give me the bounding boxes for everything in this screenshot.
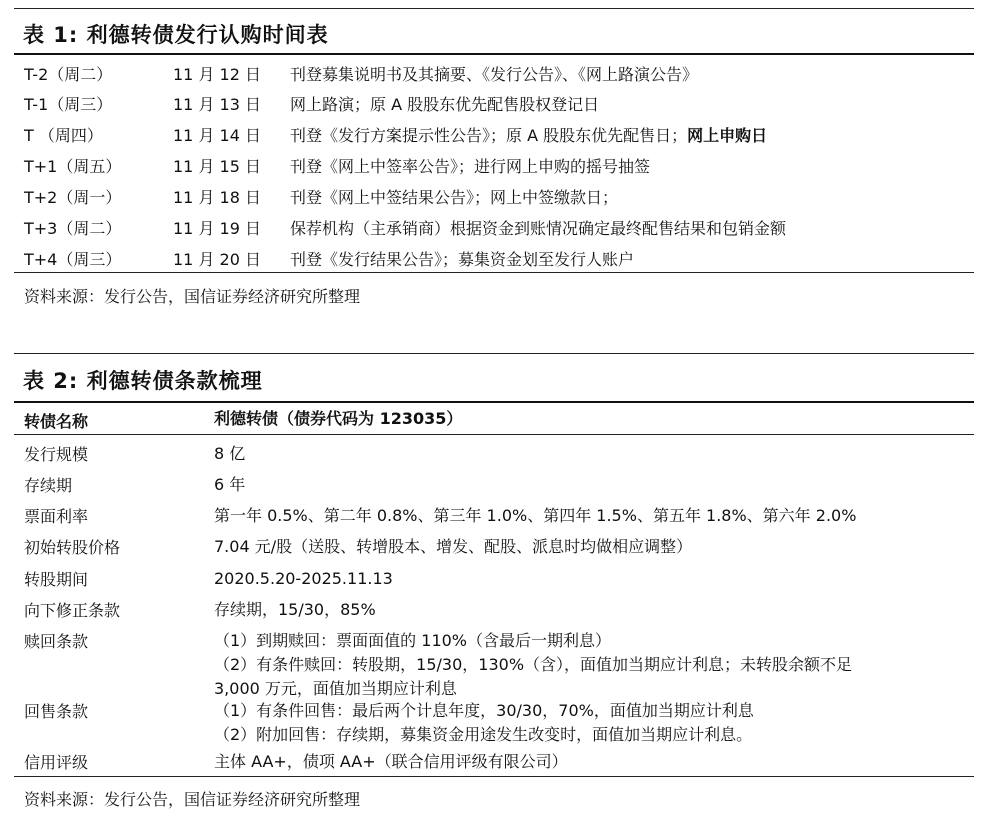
term-value: [214, 699, 754, 747]
table2-source: 资料来源：发行公告，国信证券经济研究所整理: [24, 790, 361, 809]
term-value-line: 7.04 元/股（送股、转增股本、增发、配股、派息时均做相应调整）: [214, 537, 693, 556]
table1-source: 资料来源：发行公告，国信证券经济研究所整理: [24, 287, 361, 306]
schedule-day: T （周四）: [24, 126, 103, 145]
table2-title: 表 2: 利德转债条款梳理: [23, 369, 263, 393]
schedule-day: T-1（周三）: [24, 95, 113, 114]
table2-title-rule: [14, 401, 974, 403]
term-value: [214, 535, 692, 559]
schedule-event: 刊登《网上中签结果公告》；网上中签缴款日；: [290, 188, 619, 207]
table1-top-rule: [14, 8, 974, 9]
schedule-event: 网上路演；原 A 股股东优先配售股权登记日: [290, 95, 600, 114]
table-row: [0, 210, 1008, 240]
term-value: [214, 750, 568, 774]
table2-header-row: [0, 404, 1008, 434]
term-value: [214, 473, 245, 497]
schedule-date: 11 月 19 日: [173, 219, 261, 238]
term-value-line: 8 亿: [214, 444, 246, 463]
table2-header-rule: [14, 434, 974, 435]
table-row: [0, 148, 1008, 178]
table1-header-rule: [14, 53, 974, 55]
schedule-event: 保荐机构（主承销商）根据资金到账情况确定最终配售结果和包销金额: [290, 219, 787, 238]
schedule-date: 11 月 18 日: [173, 188, 261, 207]
table2-bottom-rule: [14, 776, 974, 777]
table-row: [0, 117, 1008, 147]
table-row: [0, 56, 1008, 86]
term-value: [214, 442, 245, 466]
schedule-date: 11 月 14 日: [173, 126, 261, 145]
term-value-line: 主体 AA+，债项 AA+（联合信用评级有限公司）: [214, 752, 568, 771]
term-name: 票面利率: [24, 507, 89, 526]
schedule-date: 11 月 12 日: [173, 65, 261, 84]
schedule-date: 11 月 15 日: [173, 157, 261, 176]
schedule-event: 刊登《发行方案提示性公告》；原 A 股股东优先配售日；: [290, 126, 688, 145]
term-value-line: 3,000 万元，面值加当期应计利息: [214, 679, 457, 698]
table1-title: 表 1: 利德转债发行认购时间表: [23, 23, 329, 47]
term-name: 发行规模: [24, 445, 89, 464]
term-value: [214, 629, 852, 701]
term-name: 信用评级: [24, 753, 89, 772]
term-value-line: 第一年 0.5%、第二年 0.8%、第三年 1.0%、第四年 1.5%、第五年 1.8%、第六年 2.0%: [214, 506, 857, 525]
schedule-date: 11 月 20 日: [173, 250, 261, 269]
term-value-line: （2）附加回售：存续期，募集资金用途发生改变时，面值加当期应计利息。: [214, 725, 753, 744]
term-value: [214, 504, 856, 528]
schedule-event-line: [290, 123, 767, 146]
schedule-day: T-2（周二）: [24, 65, 113, 84]
term-name: 初始转股价格: [24, 538, 121, 557]
term-name: 存续期: [24, 476, 73, 495]
schedule-day: T+3（周二）: [24, 219, 122, 238]
table1-bottom-rule: [14, 272, 974, 273]
table-row: [0, 179, 1008, 209]
table-row: [0, 241, 1008, 271]
term-name: 向下修正条款: [24, 601, 121, 620]
term-value-line: 存续期，15/30，85%: [214, 600, 376, 619]
term-value: [214, 567, 393, 591]
schedule-event: 刊登《网上中签率公告》；进行网上申购的摇号抽签: [290, 157, 651, 176]
table2-header-value: 利德转债（债券代码为 123035）: [214, 409, 463, 428]
term-value-line: （1）到期赎回：票面面值的 110%（含最后一期利息）: [214, 631, 612, 650]
schedule-day: T+2（周一）: [24, 188, 122, 207]
table-row: [0, 86, 1008, 116]
table2-top-rule: [14, 353, 974, 354]
term-name: 回售条款: [24, 702, 89, 721]
term-value-line: （2）有条件赎回：转股期，15/30，130%（含），面值加当期应计利息；未转股余额不足: [214, 655, 853, 674]
term-value-line: 6 年: [214, 475, 246, 494]
term-name: 赎回条款: [24, 632, 89, 651]
schedule-day: T+4（周三）: [24, 250, 122, 269]
term-value-line: （1）有条件回售：最后两个计息年度，30/30，70%，面值加当期应计利息: [214, 701, 754, 720]
schedule-date: 11 月 13 日: [173, 95, 261, 114]
table2-header-key: 转债名称: [24, 412, 89, 431]
term-value: [214, 598, 376, 622]
term-name: 转股期间: [24, 570, 89, 589]
schedule-event: 刊登《发行结果公告》；募集资金划至发行人账户: [290, 250, 635, 269]
schedule-event-highlight: 网上申购日: [687, 126, 768, 145]
schedule-day: T+1（周五）: [24, 157, 122, 176]
schedule-event: 刊登募集说明书及其摘要、《发行公告》、《网上路演公告》: [290, 65, 699, 84]
term-value-line: 2020.5.20-2025.11.13: [214, 569, 393, 588]
